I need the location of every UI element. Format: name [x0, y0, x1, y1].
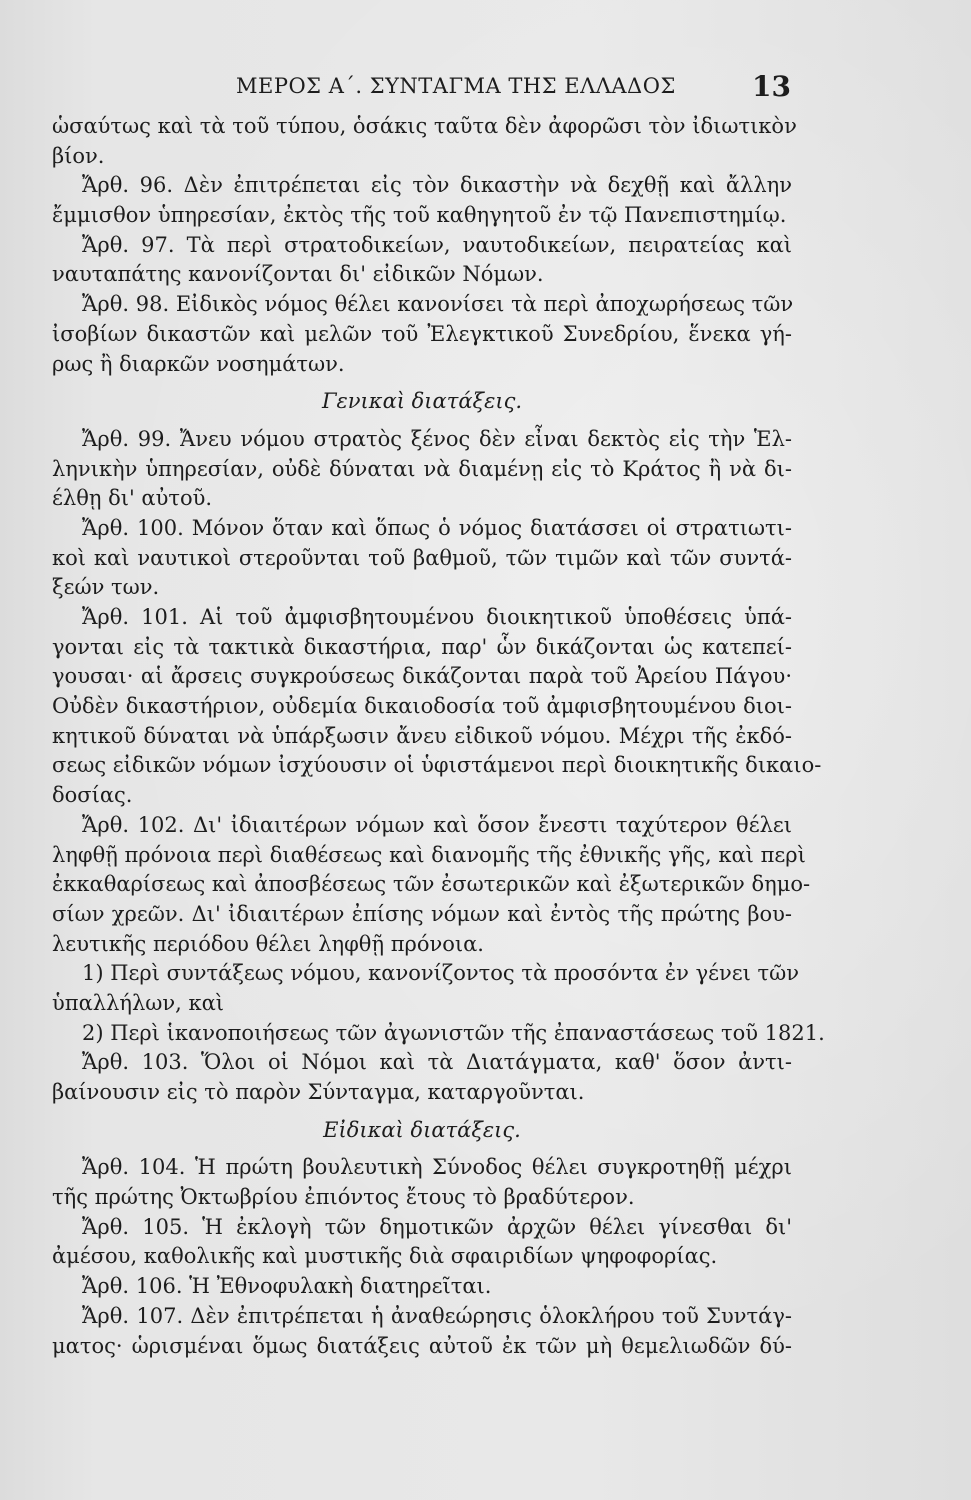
text-line: ὡσαύτως καὶ τὰ τοῦ τύπου, ὁσάκις ταῦτα δὲν ἀφορῶσι τὸν ἰδιωτικὸν	[52, 114, 797, 138]
text-line: ὑπαλλήλων, καὶ	[52, 990, 225, 1015]
text-line: ματος· ὡρισμέναι ὅμως διατάξεις αὐτοῦ ἐκ τῶν μὴ θεμελιωδῶν δύ-	[52, 1333, 792, 1358]
text-line: λευτικῆς περιόδου θέλει ληφθῇ πρόνοια.	[52, 931, 484, 956]
text-line: ξεών των.	[52, 575, 160, 600]
text-line: βαίνουσιν εἰς τὸ παρὸν Σύνταγμα, καταργοῦνται.	[52, 1080, 585, 1104]
text-line: δοσίας.	[52, 783, 133, 808]
text-line: ληνικὴν ὑπηρεσίαν, οὐδὲ δύναται νὰ διαμένῃ εἰς τὸ Κράτος ἢ νὰ δι-	[52, 456, 792, 481]
running-head: ΜΕΡΟΣ Α΄. ΣΥΝΤΑΓΜΑ ΤΗΣ ΕΛΛΑΔΟΣ	[236, 74, 676, 98]
page-number: 13	[752, 70, 791, 103]
list-item-2: 2) Περὶ ἱκανοποιήσεως τῶν ἀγωνιστῶν τῆς ἐπαναστάσεως τοῦ 1821.	[82, 1020, 825, 1045]
text-line: κητικοῦ δύναται νὰ ὑπάρξωσιν ἄνευ εἰδικοῦ νόμου. Μέχρι τῆς ἐκδό-	[52, 723, 792, 748]
text-line: βίον.	[52, 143, 105, 168]
article-106: Ἄρθ. 106. Ἡ Ἐθνοφυλακὴ διατηρεῖται.	[82, 1274, 492, 1299]
text-line: έλθῃ δι' αὐτοῦ.	[52, 486, 213, 511]
text-line: κοὶ καὶ ναυτικοὶ στεροῦνται τοῦ βαθμοῦ, τῶν τιμῶν καὶ τῶν συντά-	[52, 545, 792, 570]
text-line: ρως ἢ διαρκῶν νοσημάτων.	[52, 351, 345, 376]
text-line: σεως εἰδικῶν νόμων ἰσχύουσιν οἱ ὑφιστάμενοι περὶ διοικητικῆς δικαιο-	[52, 753, 822, 778]
article-103: Ἄρθ. 103. Ὅλοι οἱ Νόμοι καὶ τὰ Διατάγματα, καθ' ὅσον ἀντι-	[82, 1050, 792, 1075]
article-104: Ἄρθ. 104. Ἡ πρώτη βουλευτικὴ Σύνοδος θέλει συγκροτηθῇ μέχρι	[82, 1155, 792, 1180]
body-text	[52, 112, 825, 1361]
text-line: γονται εἰς τὰ τακτικὰ δικαστήρια, παρ' ὧν δικάζονται ὡς κατεπεί-	[52, 634, 792, 659]
article-100: Ἄρθ. 100. Μόνον ὅταν καὶ ὅπως ὁ νόμος διατάσσει οἱ στρατιωτι-	[82, 515, 792, 540]
article-107: Ἄρθ. 107. Δὲν ἐπιτρέπεται ἡ ἀναθεώρησις ὁλοκλήρου τοῦ Συντάγ-	[82, 1303, 792, 1328]
page-header	[236, 70, 791, 106]
article-98: Ἄρθ. 98. Εἰδικὸς νόμος θέλει κανονίσει τὰ περὶ ἀποχωρήσεως τῶν	[82, 292, 794, 317]
text-line: ληφθῇ πρόνοια περὶ διαθέσεως καὶ διανομῆς τῆς ἐθνικῆς γῆς, καὶ περὶ	[52, 842, 806, 867]
text-line: ἀμέσου, καθολικῆς καὶ μυστικῆς διὰ σφαιριδίων ψηφοφορίας.	[52, 1244, 718, 1269]
text-line: Οὐδὲν δικαστήριον, οὐδεμία δικαιοδοσία τοῦ ἀμφισβητουμένου διοι-	[52, 694, 792, 719]
section-heading-general-provisions: Γενικαὶ διατάξεις.	[321, 389, 523, 414]
text-line: ἐκκαθαρίσεως καὶ ἀποσβέσεως τῶν ἐσωτερικῶν καὶ ἐξωτερικῶν δημο-	[52, 872, 811, 897]
text-line: ἔμμισθον ὑπηρεσίαν, ἐκτὸς τῆς τοῦ καθηγητοῦ ἐν τῷ Πανεπιστημίῳ.	[52, 203, 787, 228]
text-line: σίων χρεῶν. Δι' ἰδιαιτέρων ἐπίσης νόμων καὶ ἐντὸς τῆς πρώτης βου-	[52, 901, 792, 926]
article-102: Ἄρθ. 102. Δι' ἰδιαιτέρων νόμων καὶ ὅσον ἔνεστι ταχύτερον θέλει	[82, 812, 792, 837]
text-line: γουσαι· αἱ ἄρσεις συγκρούσεως δικάζονται παρὰ τοῦ Ἀρείου Πάγου·	[52, 664, 792, 689]
article-101: Ἄρθ. 101. Αἱ τοῦ ἀμφισβητουμένου διοικητικοῦ ὑποθέσεις ὑπά-	[82, 605, 792, 629]
section-heading-special-provisions: Εἰδικαὶ διατάξεις.	[323, 1117, 521, 1142]
article-105: Ἄρθ. 105. Ἡ ἐκλογὴ τῶν δημοτικῶν ἀρχῶν θέλει γίνεσθαι δι'	[82, 1214, 792, 1239]
text-line: ἰσοβίων δικαστῶν καὶ μελῶν τοῦ Ἐλεγκτικοῦ Συνεδρίου, ἕνεκα γή-	[52, 321, 792, 346]
article-99: Ἄρθ. 99. Ἄνευ νόμου στρατὸς ξένος δὲν εἶναι δεκτὸς εἰς τὴν Ἑλ-	[82, 426, 792, 451]
article-97: Ἄρθ. 97. Τὰ περὶ στρατοδικείων, ναυτοδικείων, πειρατείας καὶ	[82, 232, 792, 257]
text-line: ναυταπάτης κανονίζονται δι' εἰδικῶν Νόμων.	[52, 262, 544, 287]
text-line: τῆς πρώτης Ὀκτωβρίου ἐπιόντος ἔτους τὸ βραδύτερον.	[52, 1185, 635, 1210]
article-96: Ἄρθ. 96. Δὲν ἐπιτρέπεται εἰς τὸν δικαστὴν νὰ δεχθῇ καὶ ἄλλην	[82, 173, 792, 198]
list-item-1: 1) Περὶ συντάξεως νόμου, κανονίζοντος τὰ προσόντα ἐν γένει τῶν	[82, 961, 800, 986]
